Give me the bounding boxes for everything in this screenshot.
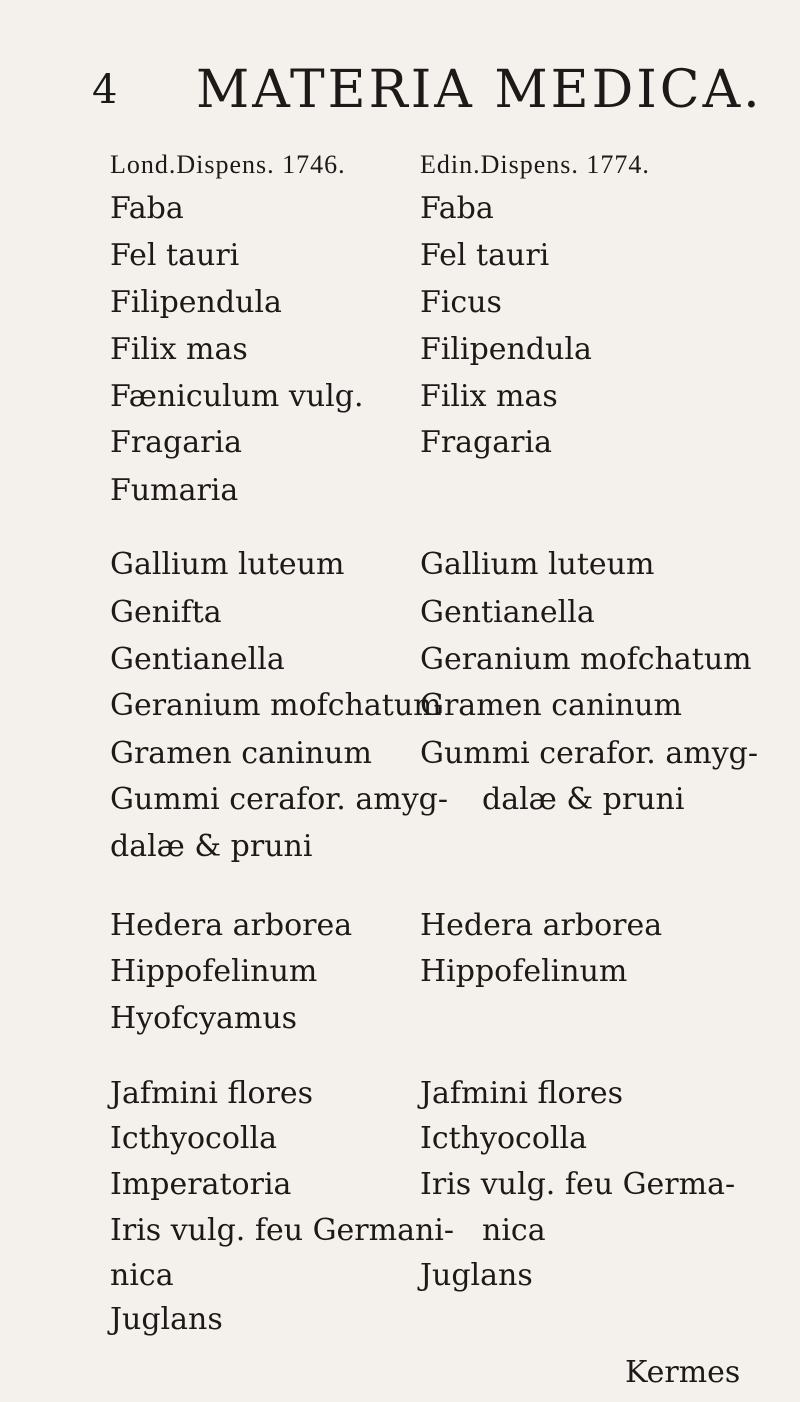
left-entry: Hyofcyamus [110,1001,298,1037]
left-entry: Geranium mofchatum [110,688,442,724]
right-entry: Gramen caninum [420,688,682,724]
left-column-heading: Lond.Dispens. 1746. [110,150,346,179]
page-number: 4 [92,67,118,113]
left-entry: Fel tauri [110,238,240,274]
right-entry: Gallium luteum [420,547,655,583]
left-entry: Fragaria [110,425,242,461]
left-entry: Gummi cerafor. amyg- [110,782,448,817]
left-entry: Fæniculum vulg. [110,379,364,415]
left-entry: Gramen caninum [110,735,372,771]
right-entry: dalæ & pruni [482,782,685,817]
right-entry: Jafmini flores [420,1075,624,1111]
right-entry: Filipendula [420,331,592,367]
right-entry: Faba [420,190,494,226]
left-entry: nica [110,1257,174,1293]
right-entry: Filix mas [420,379,558,415]
left-entry: Hedera arborea [110,907,353,943]
left-entry: Iris vulg. feu Germani- [110,1213,455,1249]
right-entry: Ficus [420,285,502,321]
left-entry: Hippofelinum [110,953,318,989]
left-entry: Jafmini flores [110,1075,314,1111]
right-entry: nica [482,1213,546,1249]
left-entry: Icthyocolla [110,1121,277,1157]
left-entry: Juglans [110,1302,223,1338]
right-column-heading: Edin.Dispens. 1774. [420,150,650,179]
left-entry: Imperatoria [110,1166,292,1202]
left-entry: Filipendula [110,285,282,321]
right-entry: Gentianella [420,594,595,630]
right-entry: Hippofelinum [420,953,628,989]
right-entry: Juglans [420,1257,533,1293]
running-title: MATERIA MEDICA. [196,60,763,120]
right-entry: Fel tauri [420,238,550,274]
right-entry: Iris vulg. feu Germa- [420,1166,736,1202]
left-entry: Faba [110,190,184,226]
right-entry: Hedera arborea [420,907,663,943]
left-entry: Fumaria [110,472,239,508]
right-entry: Geranium mofchatum [420,641,752,677]
left-entry: Gallium luteum [110,547,345,583]
left-entry: Gentianella [110,641,285,677]
right-entry: Fragaria [420,425,552,461]
right-entry: Gummi cerafor. amyg- [420,735,758,771]
left-entry: dalæ & pruni [110,829,313,865]
left-entry: Filix mas [110,331,248,367]
left-entry: Genifta [110,594,222,630]
catchword: Kermes [625,1355,741,1390]
right-entry: Icthyocolla [420,1121,587,1157]
